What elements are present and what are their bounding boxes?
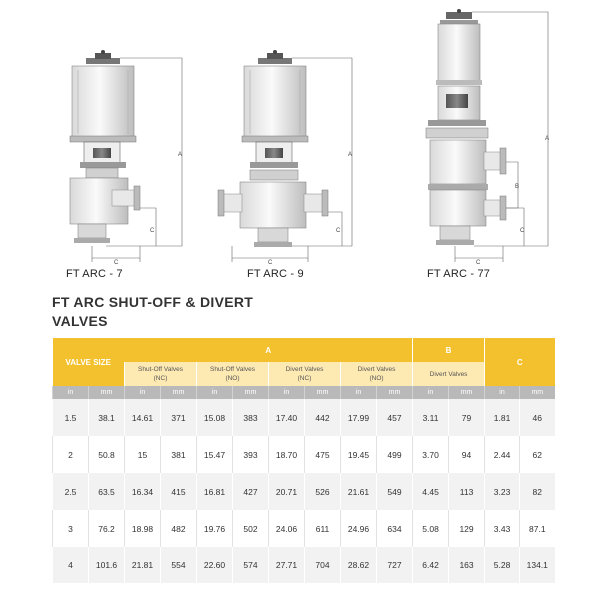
unit-header: in bbox=[197, 386, 233, 399]
dimension-label-c: C bbox=[476, 260, 481, 266]
table-cell: 22.60 bbox=[197, 547, 233, 583]
table-cell: 3.70 bbox=[413, 436, 449, 473]
table-cell: 16.81 bbox=[197, 473, 233, 510]
dimension-label-c: C bbox=[150, 228, 155, 234]
table-cell: 2 bbox=[53, 436, 89, 473]
caption-ftarc-9: FT ARC - 9 bbox=[247, 268, 304, 280]
subheader-line: Divert Valves bbox=[357, 366, 396, 373]
table-row bbox=[53, 510, 555, 547]
subheader-line: (NC) bbox=[153, 375, 168, 382]
unit-header: in bbox=[125, 386, 161, 399]
table-cell: 15 bbox=[125, 436, 161, 473]
valve-ftarc-9 bbox=[218, 50, 352, 266]
subheader-line: (NO) bbox=[369, 375, 384, 382]
table-cell: 82 bbox=[520, 473, 555, 510]
table-row bbox=[53, 473, 555, 510]
table-cell: 6.42 bbox=[413, 547, 449, 583]
unit-header: mm bbox=[305, 386, 341, 399]
table-cell: 502 bbox=[233, 510, 269, 547]
table-cell: 79 bbox=[449, 399, 485, 436]
table-cell: 2.5 bbox=[53, 473, 89, 510]
table-cell: 94 bbox=[449, 436, 485, 473]
table-cell: 634 bbox=[377, 510, 413, 547]
table-cell: 27.71 bbox=[269, 547, 305, 583]
table-cell: 28.62 bbox=[341, 547, 377, 583]
unit-header: in bbox=[53, 386, 89, 399]
table-cell: 18.98 bbox=[125, 510, 161, 547]
table-cell: 3.23 bbox=[485, 473, 520, 510]
subheader-shutoff-nc bbox=[125, 362, 197, 386]
header-c: C bbox=[485, 338, 555, 386]
table-cell: 393 bbox=[233, 436, 269, 473]
table-cell: 457 bbox=[377, 399, 413, 436]
valve-ftarc-7 bbox=[70, 50, 182, 266]
dimension-label-c: C bbox=[520, 228, 525, 234]
table-cell: 383 bbox=[233, 399, 269, 436]
table-cell: 76.2 bbox=[89, 510, 125, 547]
unit-header: mm bbox=[377, 386, 413, 399]
table-cell: 415 bbox=[161, 473, 197, 510]
subheader-line: Shut-Off Valves bbox=[138, 366, 183, 373]
table-cell: 2.44 bbox=[485, 436, 520, 473]
table-cell: 1.81 bbox=[485, 399, 520, 436]
table-cell: 3.11 bbox=[413, 399, 449, 436]
dimension-label-c: C bbox=[268, 260, 273, 266]
page-title bbox=[52, 293, 253, 331]
table-cell: 15.47 bbox=[197, 436, 233, 473]
table-cell: 3.43 bbox=[485, 510, 520, 547]
table-cell: 704 bbox=[305, 547, 341, 583]
table-cell: 19.76 bbox=[197, 510, 233, 547]
dimension-label-a: A bbox=[545, 136, 550, 142]
valve-drawings bbox=[0, 0, 600, 290]
table-cell: 21.81 bbox=[125, 547, 161, 583]
dimension-label-c: C bbox=[114, 260, 119, 266]
caption-ftarc-7: FT ARC - 7 bbox=[66, 268, 123, 280]
table-cell: 101.6 bbox=[89, 547, 125, 583]
subheader-line: (NC) bbox=[297, 375, 312, 382]
subheader-line: Divert Valves bbox=[285, 366, 324, 373]
table-cell: 50.8 bbox=[89, 436, 125, 473]
table-cell: 63.5 bbox=[89, 473, 125, 510]
table-cell: 134.1 bbox=[520, 547, 555, 583]
title-line-2: VALVES bbox=[52, 313, 108, 329]
table-cell: 15.08 bbox=[197, 399, 233, 436]
dimension-label-a: A bbox=[348, 152, 353, 158]
header-valve-size: VALVE SIZE bbox=[53, 338, 125, 386]
table-cell: 442 bbox=[305, 399, 341, 436]
subheader-divert-no bbox=[341, 362, 413, 386]
subheader-line: Shut-Off Valves bbox=[210, 366, 255, 373]
subheader-divert-b: Divert Valves bbox=[413, 362, 485, 386]
table-cell: 19.45 bbox=[341, 436, 377, 473]
table-cell: 1.5 bbox=[53, 399, 89, 436]
unit-header: in bbox=[269, 386, 305, 399]
dimensions-table bbox=[52, 338, 555, 583]
title-line-1: FT ARC SHUT-OFF & DIVERT bbox=[52, 294, 254, 310]
table-cell: 727 bbox=[377, 547, 413, 583]
table-cell: 24.96 bbox=[341, 510, 377, 547]
unit-header: mm bbox=[89, 386, 125, 399]
unit-header: mm bbox=[233, 386, 269, 399]
table-cell: 611 bbox=[305, 510, 341, 547]
table-cell: 371 bbox=[161, 399, 197, 436]
table-cell: 16.34 bbox=[125, 473, 161, 510]
table-cell: 46 bbox=[520, 399, 555, 436]
dimension-label-c: C bbox=[336, 228, 341, 234]
table-cell: 554 bbox=[161, 547, 197, 583]
table-cell: 163 bbox=[449, 547, 485, 583]
table-cell: 20.71 bbox=[269, 473, 305, 510]
caption-ftarc-77: FT ARC - 77 bbox=[427, 268, 491, 280]
table-cell: 427 bbox=[233, 473, 269, 510]
table-cell: 4.45 bbox=[413, 473, 449, 510]
table-cell: 3 bbox=[53, 510, 89, 547]
table-cell: 549 bbox=[377, 473, 413, 510]
unit-header: mm bbox=[161, 386, 197, 399]
subheader-line: (NO) bbox=[225, 375, 240, 382]
subheader-shutoff-no bbox=[197, 362, 269, 386]
unit-header: mm bbox=[520, 386, 555, 399]
table-cell: 18.70 bbox=[269, 436, 305, 473]
unit-header: in bbox=[485, 386, 520, 399]
table-cell: 5.08 bbox=[413, 510, 449, 547]
table-cell: 381 bbox=[161, 436, 197, 473]
table-cell: 21.61 bbox=[341, 473, 377, 510]
valve-ftarc-77 bbox=[426, 9, 549, 266]
table-cell: 574 bbox=[233, 547, 269, 583]
table-cell: 4 bbox=[53, 547, 89, 583]
table-cell: 499 bbox=[377, 436, 413, 473]
unit-header: mm bbox=[449, 386, 485, 399]
table-cell: 87.1 bbox=[520, 510, 555, 547]
table-cell: 17.40 bbox=[269, 399, 305, 436]
table-cell: 526 bbox=[305, 473, 341, 510]
table-cell: 129 bbox=[449, 510, 485, 547]
table-cell: 475 bbox=[305, 436, 341, 473]
table-cell: 5.28 bbox=[485, 547, 520, 583]
table-cell: 482 bbox=[161, 510, 197, 547]
table-cell: 113 bbox=[449, 473, 485, 510]
header-a: A bbox=[125, 338, 413, 362]
table-body bbox=[53, 399, 555, 583]
unit-header: in bbox=[413, 386, 449, 399]
subheader-divert-nc bbox=[269, 362, 341, 386]
table-cell: 62 bbox=[520, 436, 555, 473]
table-cell: 24.06 bbox=[269, 510, 305, 547]
units-row bbox=[53, 386, 555, 399]
dimension-label-b: B bbox=[515, 184, 520, 190]
unit-header: in bbox=[341, 386, 377, 399]
table-row bbox=[53, 547, 555, 583]
table-cell: 17.99 bbox=[341, 399, 377, 436]
table-row bbox=[53, 436, 555, 473]
header-b: B bbox=[413, 338, 485, 362]
table-row bbox=[53, 399, 555, 436]
dimension-label-a: A bbox=[178, 152, 183, 158]
table-cell: 14.61 bbox=[125, 399, 161, 436]
table-cell: 38.1 bbox=[89, 399, 125, 436]
